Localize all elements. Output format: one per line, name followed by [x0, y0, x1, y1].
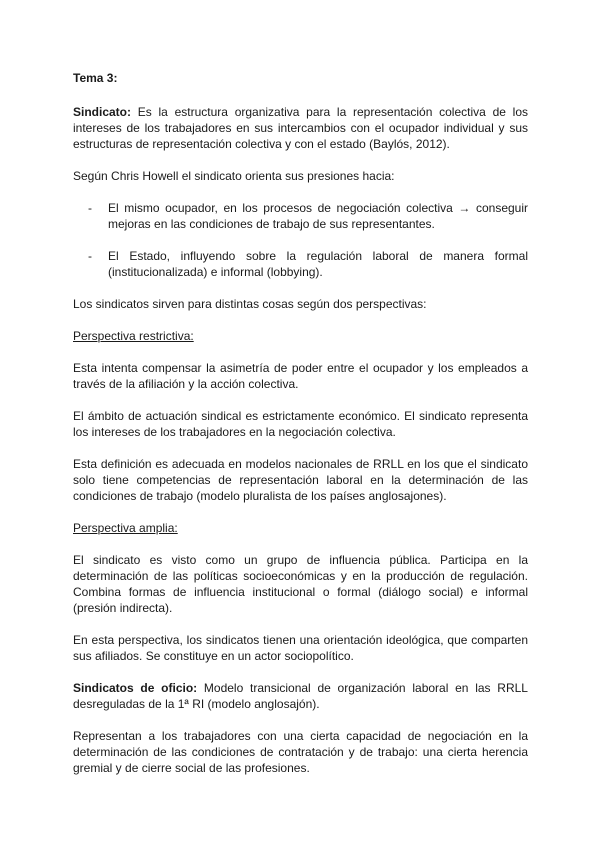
- document-body: [73, 70, 528, 792]
- list-dash: -: [88, 249, 92, 263]
- sindicato-term: Sindicato:: [73, 105, 132, 119]
- list-dash: -: [88, 201, 92, 215]
- oficio-definition-text: Modelo transicional de organización laboral en las RRLL desreguladas de la 1ª RI (modelo anglosajón).: [73, 681, 528, 711]
- oficio-term: Sindicatos de oficio:: [73, 681, 198, 695]
- amplia-paragraph: En esta perspectiva, los sindicatos tienen una orientación ideológica, que comparten sus afiliados. Se constituye en un actor sociopolítico.: [73, 633, 528, 663]
- amplia-paragraph: El sindicato es visto como un grupo de influencia pública. Participa en la determinación de las políticas socioeconómicas y en la producción de regulación. Combina formas de influencia institucional o formal (diálogo social) e informal (presión indirecta).: [73, 553, 528, 615]
- page-title: Tema 3:: [73, 71, 118, 85]
- restrictiva-paragraph: Esta intenta compensar la asimetría de poder entre el ocupador y los empleados a través de la afiliación y la acción colectiva.: [73, 361, 528, 391]
- list-item: [73, 200, 528, 232]
- oficio-paragraph: Representan a los trabajadores con una cierta capacidad de negociación en la determinación de las condiciones de contratación y de trabajo: una cierta herencia gremial y de cierre social de las profesiones.: [73, 729, 528, 775]
- amplia-heading: [73, 520, 528, 536]
- howell-list: [73, 200, 528, 280]
- list-item-text: El mismo ocupador, en los procesos de negociación colectiva → conseguir mejoras en las condiciones de trabajo de sus representantes.: [108, 201, 528, 231]
- restrictiva-paragraph: Esta definición es adecuada en modelos nacionales de RRLL en los que el sindicato solo tiene competencias de representación laboral en la determinación de las condiciones de trabajo (modelo pluralista de los países anglosajones).: [73, 457, 528, 503]
- perspectives-intro: Los sindicatos sirven para distintas cosas según dos perspectivas:: [73, 297, 427, 311]
- list-item-text: El Estado, influyendo sobre la regulación laboral de manera formal (institucionalizada) e informal (lobbying).: [108, 249, 528, 279]
- sindicato-definition-text: Es la estructura organizativa para la representación colectiva de los intereses de los trabajadores en sus intercambios con el ocupador individual y sus estructuras de representación colectiva y con el estado (Baylós, 2012).: [73, 105, 528, 151]
- howell-intro: Según Chris Howell el sindicato orienta sus presiones hacia:: [73, 169, 395, 183]
- restrictiva-paragraph: El ámbito de actuación sindical es estrictamente económico. El sindicato representa los intereses de los trabajadores en la negociación colectiva.: [73, 409, 528, 439]
- oficio-definition: [73, 680, 528, 712]
- amplia-heading-text: Perspectiva amplia:: [73, 521, 178, 535]
- restrictiva-heading: [73, 328, 528, 344]
- sindicato-definition: [73, 104, 528, 152]
- list-item: [73, 248, 528, 280]
- restrictiva-heading-text: Perspectiva restrictiva:: [73, 329, 194, 343]
